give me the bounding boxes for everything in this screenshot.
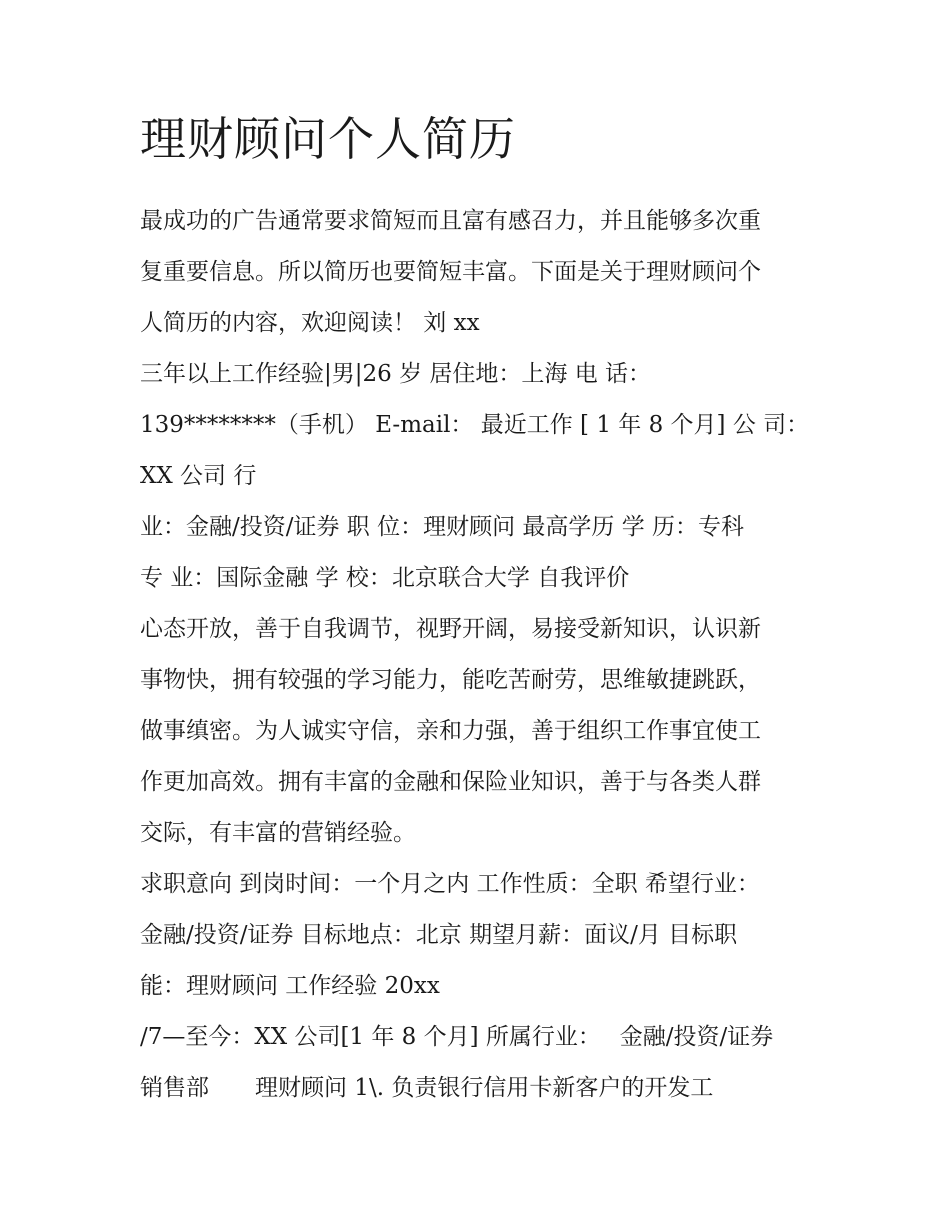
body-line-10: 事物快，拥有较强的学习能力，能吃苦耐劳，思维敏捷跳跃，: [140, 667, 761, 693]
body-line-11: 做事缜密。为人诚实守信，亲和力强，善于组织工作事宜使工: [140, 718, 761, 744]
body-line-1: 最成功的广告通常要求简短而且富有感召力，并且能够多次重: [140, 208, 761, 234]
body-line-6: XX 公司 行: [140, 463, 257, 489]
body-line-5: 139********（手机） E-mail： 最近工作 [ 1 年 8 个月] 公 司：: [140, 412, 810, 438]
body-line-2: 复重要信息。所以简历也要简短丰富。下面是关于理财顾问个: [140, 259, 761, 285]
body-line-3: 人简历的内容，欢迎阅读！ 刘 xx: [140, 310, 480, 336]
body-line-17: /7—至今：XX 公司[1 年 8 个月] 所属行业： 金融/投资/证券: [140, 1024, 774, 1050]
body-line-8: 专 业：国际金融 学 校：北京联合大学 自我评价: [140, 565, 630, 591]
body-line-9: 心态开放，善于自我调节，视野开阔，易接受新知识，认识新: [140, 616, 761, 642]
body-line-12: 作更加高效。拥有丰富的金融和保险业知识，善于与各类人群: [140, 769, 761, 795]
document-body: [140, 196, 830, 1114]
body-line-13: 交际，有丰富的营销经验。: [140, 820, 416, 846]
body-line-14: 求职意向 到岗时间：一个月之内 工作性质：全职 希望行业：: [140, 871, 760, 897]
body-line-15: 金融/投资/证券 目标地点：北京 期望月薪：面议/月 目标职: [140, 922, 738, 948]
body-line-7: 业：金融/投资/证券 职 位：理财顾问 最高学历 学 历：专科: [140, 514, 745, 540]
body-line-18: 销售部 理财顾问 1\. 负责银行信用卡新客户的开发工: [140, 1075, 714, 1101]
document-title: 理财顾问个人简历: [140, 112, 516, 166]
body-line-4: 三年以上工作经验|男|26 岁 居住地：上海 电 话：: [140, 361, 652, 387]
body-line-16: 能：理财顾问 工作经验 20xx: [140, 973, 440, 999]
